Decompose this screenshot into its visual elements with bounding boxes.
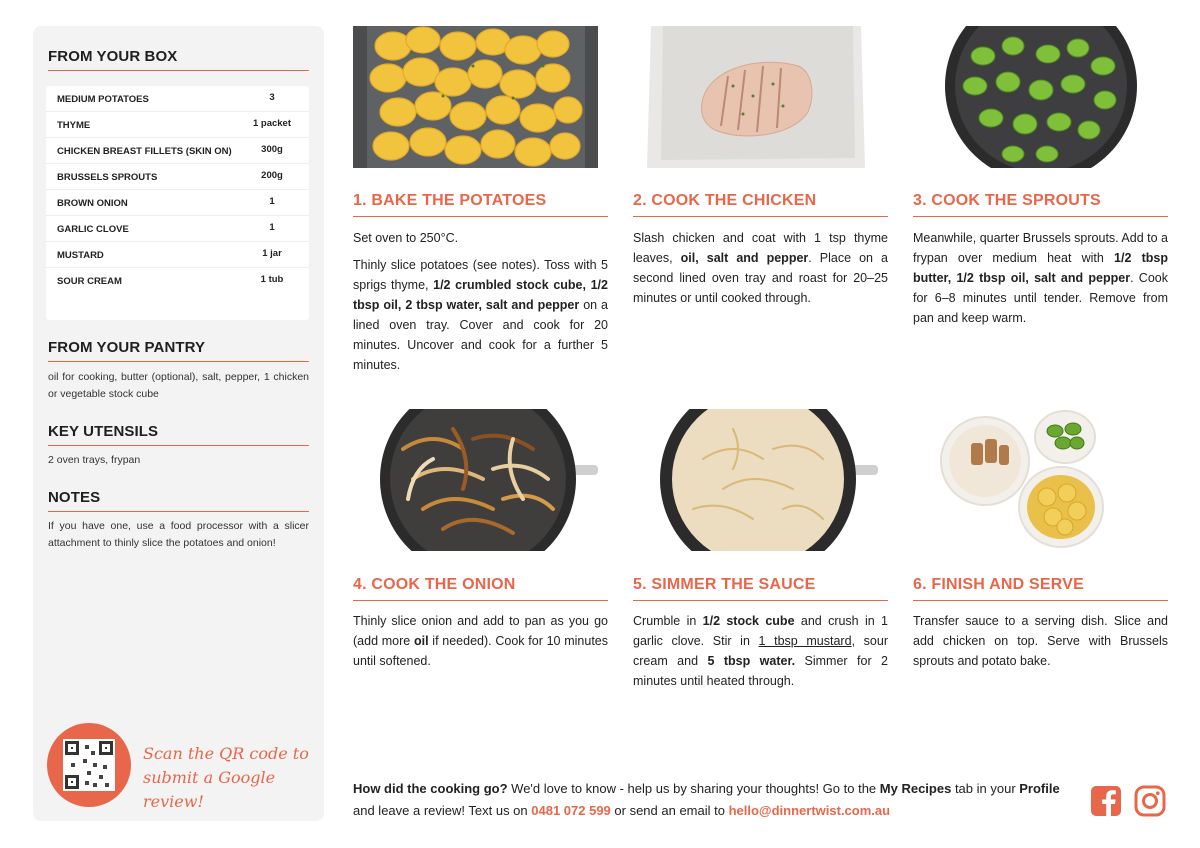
from-box-heading: FROM YOUR BOX	[48, 48, 178, 65]
step-4-title: 4. COOK THE ONION	[353, 576, 516, 593]
text-segment: Slash chicken and coat with 1 tsp thyme leaves,	[633, 231, 888, 265]
ingredients-sidebar	[33, 26, 324, 821]
step-1-body	[353, 228, 608, 382]
footer-segment[interactable]: hello@dinnertwist.com.au	[728, 803, 891, 818]
ingredient-name: THYME	[57, 120, 91, 131]
step-4-body	[353, 611, 608, 678]
text-segment: Meanwhile, quarter Brussels sprouts. Add to a frypan over medium heat with	[913, 231, 1168, 265]
ingredient-name: SOUR CREAM	[57, 276, 122, 287]
step-5-body	[633, 611, 888, 698]
pantry-text: oil for cooking, butter (optional), salt, pepper, 1 chicken or vegetable stock cube	[48, 371, 309, 400]
text-segment: 1/2 tbsp butter, 1/2 tbsp oil, salt and pepper	[913, 251, 1168, 285]
ingredient-name: GARLIC CLOVE	[57, 224, 129, 235]
step-paragraph	[913, 611, 1168, 671]
instagram-icon[interactable]	[1134, 785, 1166, 817]
ingredient-name: MEDIUM POTATOES	[57, 94, 149, 105]
text-segment: , sour cream and	[633, 634, 888, 668]
step-3-photo	[913, 26, 1158, 168]
step-paragraph	[353, 228, 608, 248]
step-2-title: 2. COOK THE CHICKEN	[633, 192, 817, 209]
divider	[913, 216, 1168, 217]
step-5-title: 5. SIMMER THE SAUCE	[633, 576, 816, 593]
ingredient-qty: 1 packet	[252, 118, 292, 129]
text-segment: and crush in 1 garlic clove. Stir in	[633, 614, 888, 648]
footer-segment: tab in your	[951, 781, 1020, 796]
ingredient-name: MUSTARD	[57, 250, 104, 261]
table-row	[46, 216, 309, 242]
step-6-title: 6. FINISH AND SERVE	[913, 576, 1084, 593]
qr-code-icon[interactable]	[63, 739, 115, 791]
divider	[353, 600, 608, 601]
ingredient-qty: 1	[269, 196, 275, 207]
ingredient-qty: 3	[269, 92, 275, 103]
step-6-body	[913, 611, 1168, 678]
divider	[48, 361, 309, 362]
table-row	[46, 268, 309, 294]
facebook-icon[interactable]	[1090, 785, 1122, 817]
divider	[633, 216, 888, 217]
ingredient-qty: 1	[269, 222, 275, 233]
table-row	[46, 86, 309, 112]
step-2-photo	[633, 26, 878, 168]
ingredient-qty: 200g	[261, 170, 283, 181]
qr-badge[interactable]	[47, 723, 131, 807]
step-1-title: 1. BAKE THE POTATOES	[353, 192, 547, 209]
step-paragraph	[633, 611, 888, 691]
ingredient-qty: 1 tub	[260, 274, 284, 285]
text-segment: Crumble in	[633, 614, 703, 628]
step-paragraph	[353, 255, 608, 375]
review-prompt	[353, 778, 1073, 822]
step-paragraph	[353, 611, 608, 671]
table-row	[46, 112, 309, 138]
ingredients-table	[46, 86, 309, 320]
divider	[48, 445, 309, 446]
text-segment: Simmer for 2 minutes until heated through.	[633, 654, 888, 688]
text-segment: 1 tbsp mustard	[758, 634, 852, 648]
footer-segment: Profile	[1019, 781, 1060, 796]
text-segment: Transfer sauce to a serving dish. Slice and add chicken on top. Serve with Brussels sprouts and potato bake.	[913, 614, 1168, 668]
text-segment: if needed). Cook for 10 minutes until softened.	[353, 634, 608, 668]
divider	[353, 216, 608, 217]
text-segment: 5 tbsp water.	[707, 654, 796, 668]
text-segment: Thinly slice onion and add to pan as you go (add more	[353, 614, 608, 648]
table-row	[46, 164, 309, 190]
qr-caption: Scan the QR code to submit a Google review!	[143, 744, 309, 811]
utensils-heading: KEY UTENSILS	[48, 423, 159, 440]
divider	[48, 511, 309, 512]
table-row	[46, 242, 309, 268]
step-3-body	[913, 228, 1168, 335]
divider	[48, 70, 309, 71]
text-segment: oil	[413, 634, 429, 648]
utensils-text: 2 oven trays, frypan	[48, 454, 141, 466]
footer-segment: and leave a review! Text us on	[353, 803, 532, 818]
text-segment: Set oven to 250°C.	[353, 231, 459, 245]
step-1-photo	[353, 26, 598, 168]
text-segment: on a lined oven tray. Cover and cook for 20 minutes. Uncover and cook for a further 5 minutes.	[353, 298, 608, 372]
footer-segment: How did the cooking go?	[353, 781, 508, 796]
ingredient-qty: 1 jar	[262, 248, 282, 259]
step-5-photo	[633, 409, 878, 551]
divider	[913, 600, 1168, 601]
footer-segment: My Recipes	[879, 781, 952, 796]
table-row	[46, 190, 309, 216]
text-segment: . Cook for 6–8 minutes until tender. Remove from pan and keep warm.	[913, 271, 1168, 325]
divider	[633, 600, 888, 601]
step-3-title: 3. COOK THE SPROUTS	[913, 192, 1101, 209]
footer-segment[interactable]: 0481 072 599	[531, 803, 611, 818]
ingredient-name: CHICKEN BREAST FILLETS (SKIN ON)	[57, 146, 232, 157]
notes-heading: NOTES	[48, 489, 101, 506]
footer-segment: or send an email to	[610, 803, 729, 818]
text-segment: 1/2 crumbled stock cube, 1/2 tbsp oil, 2 tbsp water, salt and pepper	[353, 278, 608, 312]
ingredient-name: BROWN ONION	[57, 198, 128, 209]
step-paragraph	[633, 228, 888, 308]
table-row	[46, 138, 309, 164]
text-segment: . Place on a second lined oven tray and roast for 20–25 minutes or until cooked through.	[633, 251, 888, 305]
step-4-photo	[353, 409, 598, 551]
footer-segment: We'd love to know - help us by sharing your thoughts! Go to the	[507, 781, 880, 796]
text-segment: oil, salt and pepper	[680, 251, 809, 265]
step-paragraph	[913, 228, 1168, 328]
step-6-photo	[913, 409, 1158, 551]
text-segment: 1/2 stock cube	[702, 614, 795, 628]
ingredient-name: BRUSSELS SPROUTS	[57, 172, 158, 183]
text-segment: Thinly slice potatoes (see notes). Toss with 5 sprigs thyme,	[353, 258, 608, 292]
pantry-heading: FROM YOUR PANTRY	[48, 339, 206, 356]
notes-text: If you have one, use a food processor with a slicer attachment to thinly slice the potatoes and onion!	[48, 520, 309, 549]
step-2-body	[633, 228, 888, 315]
ingredient-qty: 300g	[261, 144, 283, 155]
